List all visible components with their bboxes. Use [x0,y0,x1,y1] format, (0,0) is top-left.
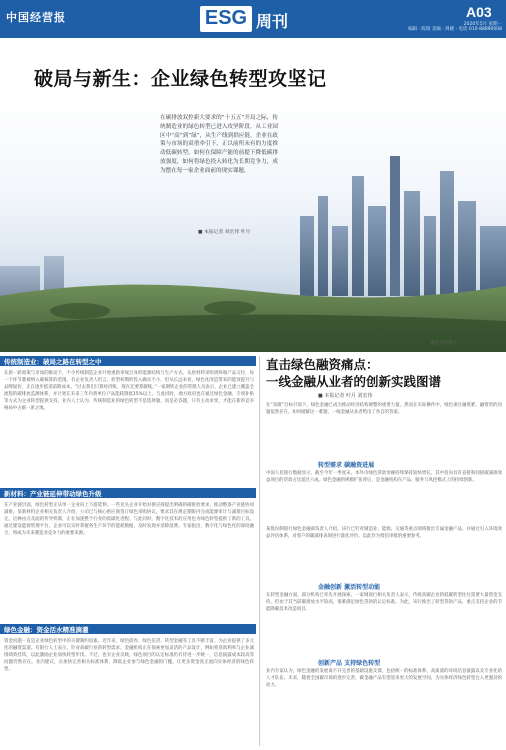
feature-title-line2: 一线金融从业者的创新实践图谱 [266,374,442,389]
page-header [0,0,506,38]
lead-photo [0,96,506,352]
issue-info [392,22,502,32]
feature-paragraph-5: 业内专家认为，绿色金融的发展离不开完善的基础设施支撑，包括统一的标准体系、高质量的环境信息披露以及专业化的人才队伍。未来，随着全国碳市场的逐步完善，碳金融产品有望迎来更大的发展空间，为实体经济绿色转型注入更强劲的动力。 [266,669,502,688]
lead-author: ■ 本报记者 刘宏伟 叶月 [198,230,251,235]
feature-title-line1: 直击绿色融资痛点： [266,357,379,372]
page-number: A03 [466,4,492,20]
feature-paragraph-3: 某股份制银行绿色金融部负责人介绍，该行已针对制造业、能源、交通等重点领域推出专属金融产品，并通过引入环境效益评估体系，对客户的碳减排表现进行量化评价，以此作为授信审批的重要参考。 [266,527,502,539]
feature-byline: ■ 本报记者 叶月 刘宏伟 [318,393,373,399]
lead-paragraph: 在碳排放双控新大要求的“十五五”开局之际，传统制造业的绿色转型已进入攻坚阶段。从工业园区中“高”到“绿”，从生产线到供应链，企业在政策与市场的双重牵引下，正以前所未有的力度推动低碳转型。如何在保障产能的前提下降低碳排放强度，如何将绿色投入转化为长期竞争力，成为摆在每一家企业面前的现实课题。 [160,115,278,174]
feature-paragraph-1: 在“双碳”目标引领下，绿色金融已成为推动经济结构调整的重要力量。然而在实际操作中，绿色项目融资难、融资贵的问题依然存在。如何破解这一难题，一线金融从业者给出了各自的答案。 [266,403,502,415]
section-body-3: 资金问题一直是企业绿色转型中的关键制约因素。近年来，绿色债券、绿色信贷、转型金融等工具不断丰富，为企业提供了多元化的融资渠道。有银行人士表示，针对高碳行业的转型需求，金融机构正在探索更加灵活的产品设计，例如将贷款利率与企业减排绩效挂钩，以此激励企业加快转型步伐。不过，也有企业反映，绿色项目的认定标准仍有待进一步统一，信息披露成本较高等问题仍然存在。业内建议，应加快完善相关标准体系，降低企业参与绿色金融的门槛，让更多资金真正流向实体经济的绿色转型。 [4,639,254,672]
feature-subhead-1: 转型需求 碳融资进展 [318,462,375,469]
newspaper-masthead: 中国经营报 [6,11,66,24]
main-headline: 破局与新生：企业绿色转型攻坚记 [34,68,327,90]
section-bar-1 [0,356,256,366]
section-body-1: 在新一轮政策与市场的推动下，不少传统制造企业开始重新审视自身的能源结构与生产方式。从原材料采购到终端产品交付，每一个环节都被纳入碳核算的范围。有企业负责人坦言，转型初期的投入确实不小，但从长远来看，绿色化改造带来的能效提升与品牌溢价，正在逐步抵消前期成本。“过去我们只算经济账，现在还要算碳账。”一家钢铁企业的管理人员表示，企业已建立覆盖全流程的碳排放监测体系，并计划在未来三年内将单位产品能耗降低15%以上。与此同时，地方政府也在通过绿色金融、专项补贴等方式为企业转型提供支持。业内人士认为，传统制造业的绿色转型不是选择题，而是必答题，只有主动求变，才能在新的竞争格局中占据一席之地。 [4,371,254,411]
feature-paragraph-2: 中国人民银行数据显示，截至今年一季度末，本外币绿色贷款余额持续保持较快增长，其中投向具有直接和间接碳减排效益项目的贷款占比超过六成。绿色金融的规模扩张背后，是金融机构在产品、服务与风控模式上的持续创新。 [266,471,502,483]
section-bar-2 [0,488,256,498]
esg-logo-block [200,6,252,32]
feature-subhead-3: 创新产品 支持绿色转型 [318,660,381,667]
section-title-3: 绿色金融：资金活水精准滴灌 [4,626,89,634]
feature-subhead-2: 金融创新 激活转型动能 [318,584,381,591]
issue-editor: 编辑 · 陈瑞 美编 · 周晓 · 电话 010-88890008 [408,27,502,32]
issue-date: 2020年5月 星期一 [463,22,502,27]
weekly-label: 周刊 [256,12,289,31]
esg-logo-text: ESG [204,7,248,29]
section-title-1: 传统制造业：破局之路在转型之中 [4,358,102,366]
photo-caption: 视觉中国图片 [430,341,457,346]
feature-paragraph-4: 在转型金融方面，部分机构已率先开展探索。一家城商行相关负责人表示，传统高碳企业的低碳转型往往需要大量资金支持，但由于其当前碳排放水平较高，很难满足绿色贷款的认定标准。为此，该行推出了转型贷款产品，重点支持企业的节能降碳技术改造项目。 [266,593,502,612]
section-body-2: 在产业链层面，绿色转型正从单一企业向上下游延伸。一些龙头企业开始对供应商提出明确的碳排放要求，推动整条产业链协同减排。某新材料企业相关负责人介绍，公司已与核心供应商签订绿色采购协议，要求其在规定期限内完成能源审计与减排目标设定。这种由点及面的传导机制，正在加速整个行业的低碳化进程。与此同时，数字化技术的应用也为绿色转型提供了新的工具。通过建设能源管理平台，企业可以实时掌握各生产环节的能耗数据，及时发现并消除浪费。专家指出，数字化与绿色化的深度融合，将成为未来制造业竞争力的重要来源。 [4,503,254,536]
section-bar-3 [0,624,256,634]
column-divider [259,356,260,746]
section-title-2: 新材料：产业链延伸带动绿色升级 [4,490,102,498]
